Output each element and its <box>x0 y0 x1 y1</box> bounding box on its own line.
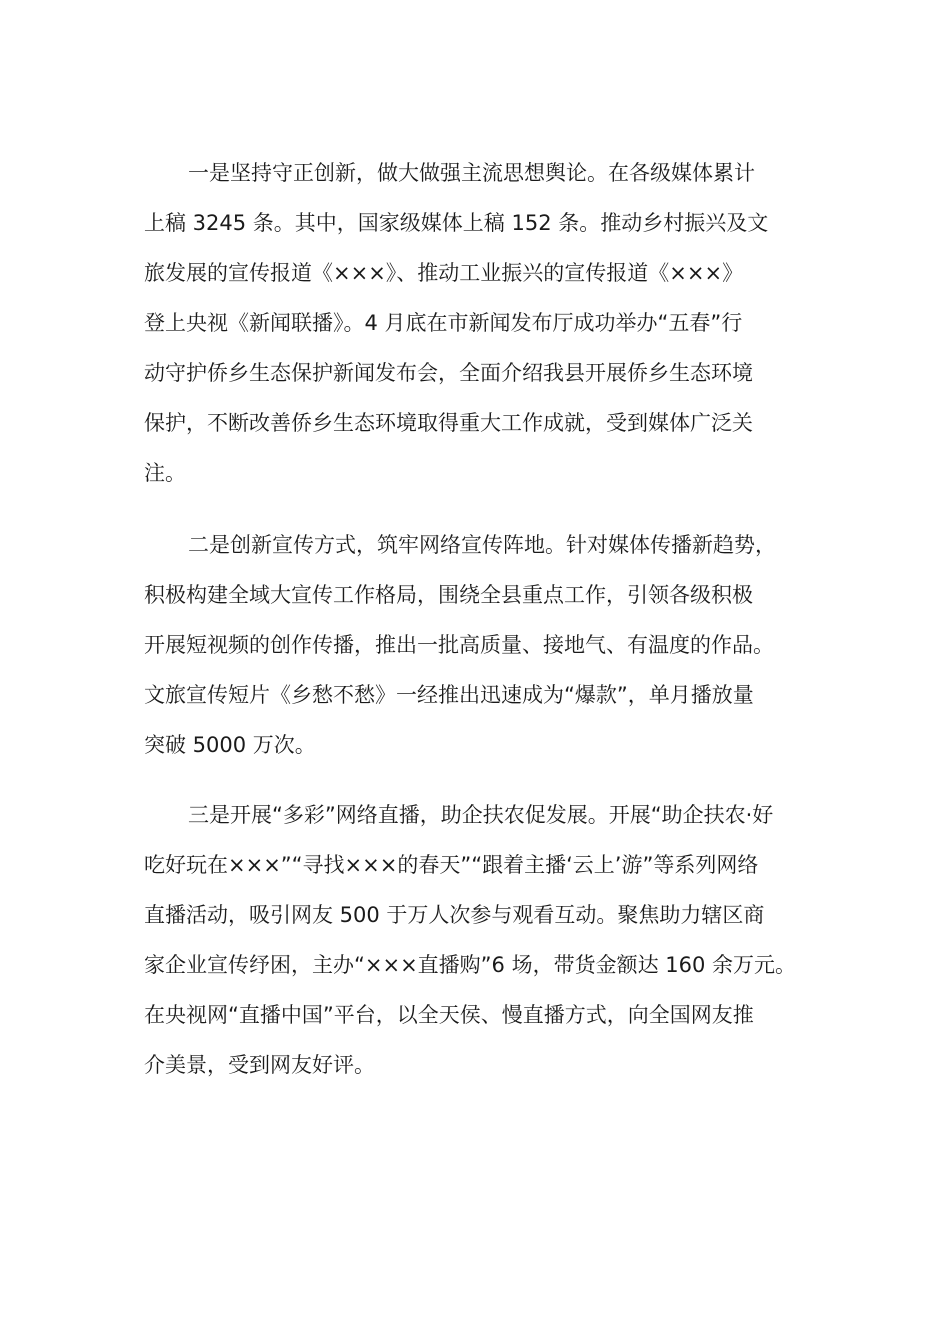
paragraph-line: 家企业宣传纾困，主办“×××直播购”6 场，带货金额达 160 余万元。 <box>144 953 797 977</box>
paragraph-line: 动守护侨乡生态保护新闻发布会，全面介绍我县开展侨乡生态环境 <box>144 361 753 385</box>
paragraph-live-streaming <box>144 790 824 1090</box>
paragraph-line: 突破 5000 万次。 <box>144 733 316 757</box>
paragraph-line: 保护，不断改善侨乡生态环境取得重大工作成就，受到媒体广泛关 <box>144 411 753 435</box>
paragraph-line: 旅发展的宣传报道《×××》、推动工业振兴的宣传报道《×××》 <box>144 261 744 285</box>
paragraph-line: 三是开展“多彩”网络直播，助企扶农促发展。开展“助企扶农·好 <box>188 803 774 827</box>
paragraph-line: 开展短视频的创作传播，推出一批高质量、接地气、有温度的作品。 <box>144 633 774 657</box>
paragraph-line: 介美景，受到网友好评。 <box>144 1053 375 1077</box>
paragraph-media-publicity <box>144 148 824 498</box>
paragraph-line: 直播活动，吸引网友 500 于万人次参与观看互动。聚焦助力辖区商 <box>144 903 765 927</box>
paragraph-network-publicity <box>144 520 824 770</box>
paragraph-line: 积极构建全域大宣传工作格局，围绕全县重点工作，引领各级积极 <box>144 583 753 607</box>
paragraph-line: 一是坚持守正创新，做大做强主流思想舆论。在各级媒体累计 <box>188 161 755 185</box>
paragraph-line: 在央视网“直播中国”平台，以全天侯、慢直播方式，向全国网友推 <box>144 1003 754 1027</box>
paragraph-line: 上稿 3245 条。其中，国家级媒体上稿 152 条。推动乡村振兴及文 <box>144 211 769 235</box>
paragraph-line: 登上央视《新闻联播》。4 月底在市新闻发布厅成功举办“五春”行 <box>144 311 743 335</box>
paragraph-line: 文旅宣传短片《乡愁不愁》一经推出迅速成为“爆款”，单月播放量 <box>144 683 754 707</box>
paragraph-line: 二是创新宣传方式，筑牢网络宣传阵地。针对媒体传播新趋势， <box>188 533 776 557</box>
paragraph-line: 吃好玩在×××”“寻找×××的春天”“跟着主播‘云上’游”等系列网络 <box>144 853 759 877</box>
paragraph-line: 注。 <box>144 461 186 485</box>
